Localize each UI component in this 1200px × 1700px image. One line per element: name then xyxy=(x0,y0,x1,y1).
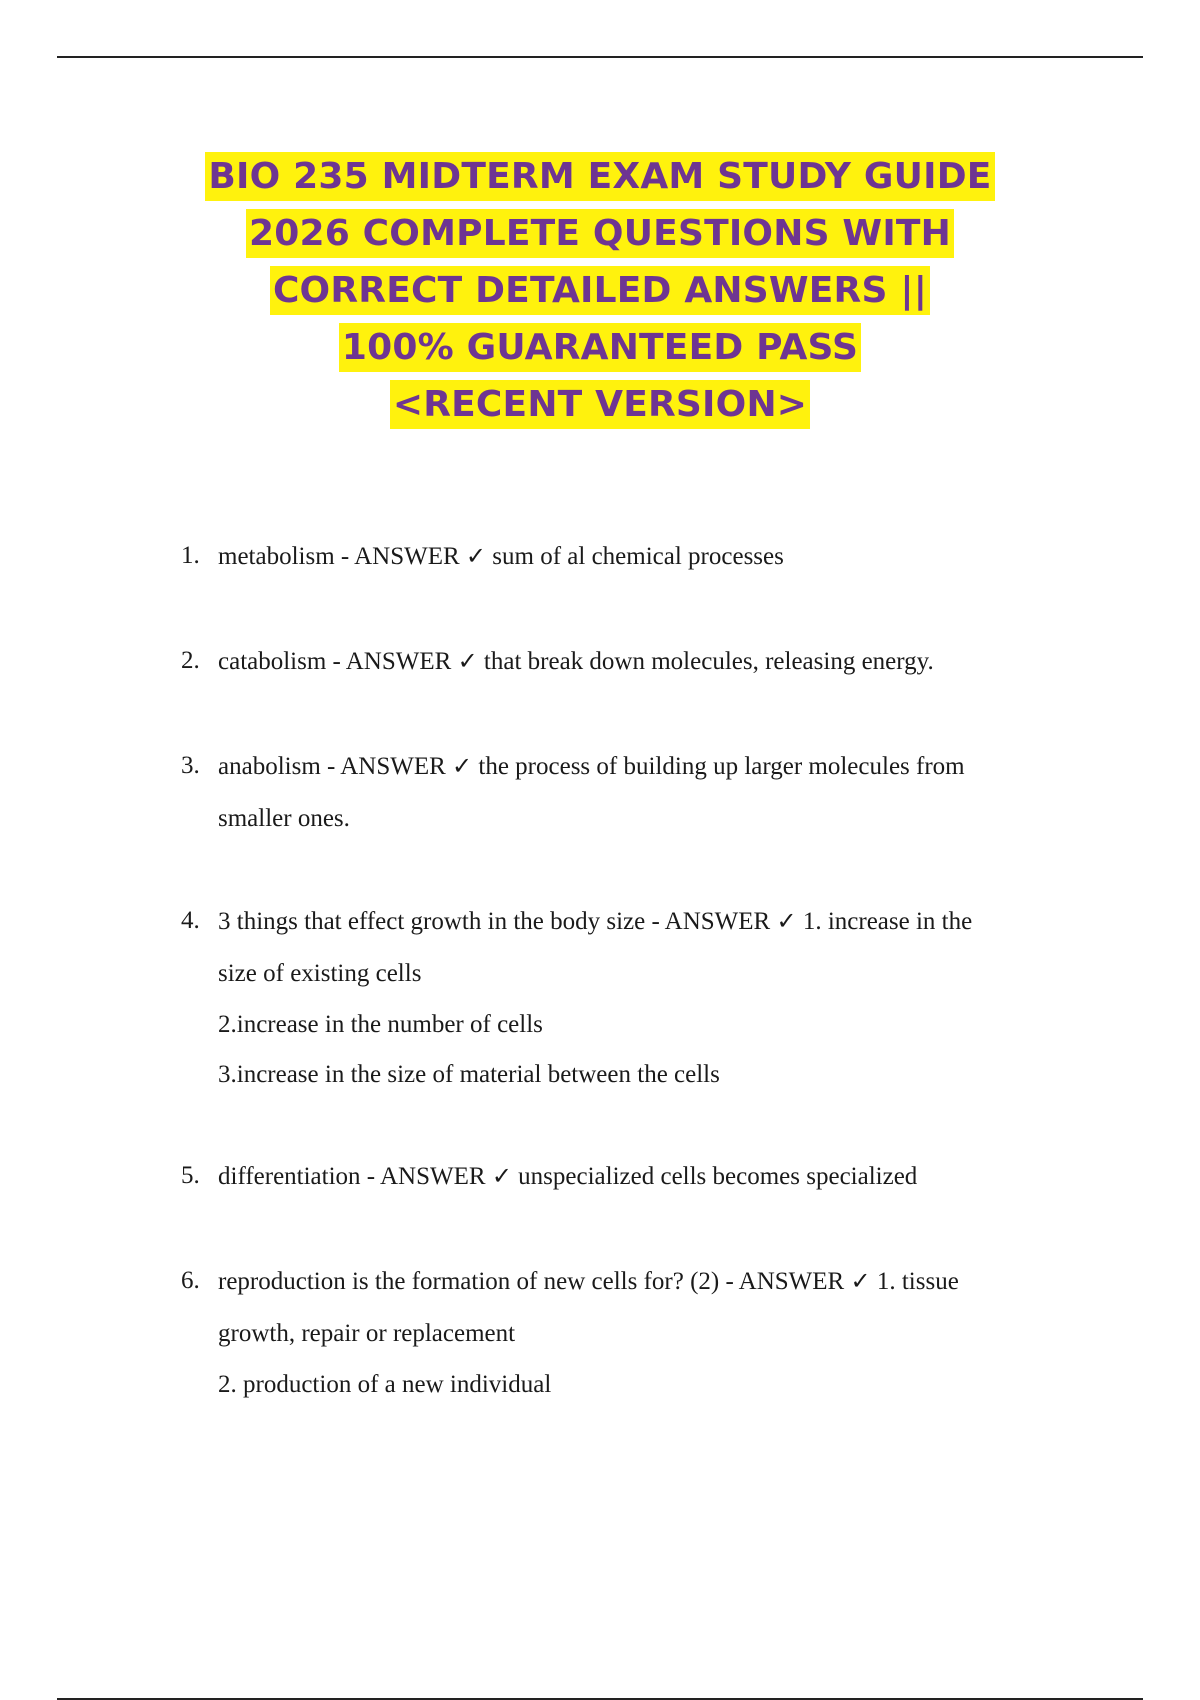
answer-text: 1. increase in the xyxy=(796,908,973,935)
answer-marker: ANSWER xyxy=(354,543,460,570)
answer-text: that break down molecules, releasing energy. xyxy=(477,648,934,675)
question-term: catabolism - xyxy=(218,648,346,675)
question-line xyxy=(218,895,1098,948)
answer-marker: ANSWER xyxy=(664,908,771,935)
title-line-2: 2026 COMPLETE QUESTIONS WITH xyxy=(100,205,1100,262)
document-title xyxy=(100,148,1100,433)
question-line xyxy=(218,530,1098,583)
question-item-4 xyxy=(178,895,1098,1100)
question-term: reproduction is the formation of new cells for? (2) - xyxy=(218,1268,739,1295)
answer-text: 1. tissue xyxy=(870,1268,959,1295)
check-mark-icon: ✓ xyxy=(465,542,487,570)
question-number: 1. xyxy=(181,542,200,569)
question-answer-list xyxy=(178,530,1098,1410)
answer-sub-item: 3.increase in the size of material between the cells xyxy=(218,1061,720,1088)
question-number: 6. xyxy=(181,1267,200,1294)
answer-marker: ANSWER xyxy=(340,753,446,780)
answer-marker: ANSWER xyxy=(738,1268,845,1295)
check-mark-icon: ✓ xyxy=(491,1162,512,1190)
answer-text: the process of building up larger molecules from xyxy=(472,753,965,780)
question-item-3 xyxy=(178,740,1098,845)
title-line-5: <RECENT VERSION> xyxy=(100,376,1100,433)
question-number: 3. xyxy=(181,752,200,779)
check-mark-icon: ✓ xyxy=(452,752,473,780)
answer-marker: ANSWER xyxy=(380,1163,486,1190)
answer-continuation: smaller ones. xyxy=(218,805,350,832)
answer-sub-item: 2. production of a new individual xyxy=(218,1371,552,1398)
question-number: 2. xyxy=(181,647,200,674)
question-term: metabolism - xyxy=(218,543,355,570)
check-mark-icon: ✓ xyxy=(850,1267,871,1295)
question-item-6 xyxy=(178,1255,1098,1410)
answer-text: sum of al chemical processes xyxy=(486,543,784,570)
top-rule xyxy=(57,56,1143,58)
question-number: 4. xyxy=(181,907,200,934)
question-line xyxy=(218,1255,1098,1308)
question-line xyxy=(218,635,1098,688)
title-line-1: BIO 235 MIDTERM EXAM STUDY GUIDE xyxy=(100,148,1100,205)
question-term: anabolism - xyxy=(218,753,341,780)
answer-marker: ANSWER xyxy=(345,648,452,675)
question-item-2 xyxy=(178,635,1098,688)
question-line xyxy=(218,1150,1098,1203)
answer-text: unspecialized cells becomes specialized xyxy=(511,1163,918,1190)
answer-continuation: growth, repair or replacement xyxy=(218,1320,516,1347)
question-item-1 xyxy=(178,530,1098,583)
title-line-3: CORRECT DETAILED ANSWERS || xyxy=(100,262,1100,319)
check-mark-icon: ✓ xyxy=(457,647,478,675)
question-item-5 xyxy=(178,1150,1098,1203)
question-number: 5. xyxy=(181,1162,200,1189)
answer-sub-item: 2.increase in the number of cells xyxy=(218,1011,543,1038)
question-term: differentiation - xyxy=(218,1163,380,1190)
question-line xyxy=(218,740,1098,793)
title-line-4: 100% GUARANTEED PASS xyxy=(100,319,1100,376)
answer-continuation: size of existing cells xyxy=(218,960,422,987)
check-mark-icon: ✓ xyxy=(776,907,797,935)
question-term: 3 things that effect growth in the body size - xyxy=(218,908,665,935)
